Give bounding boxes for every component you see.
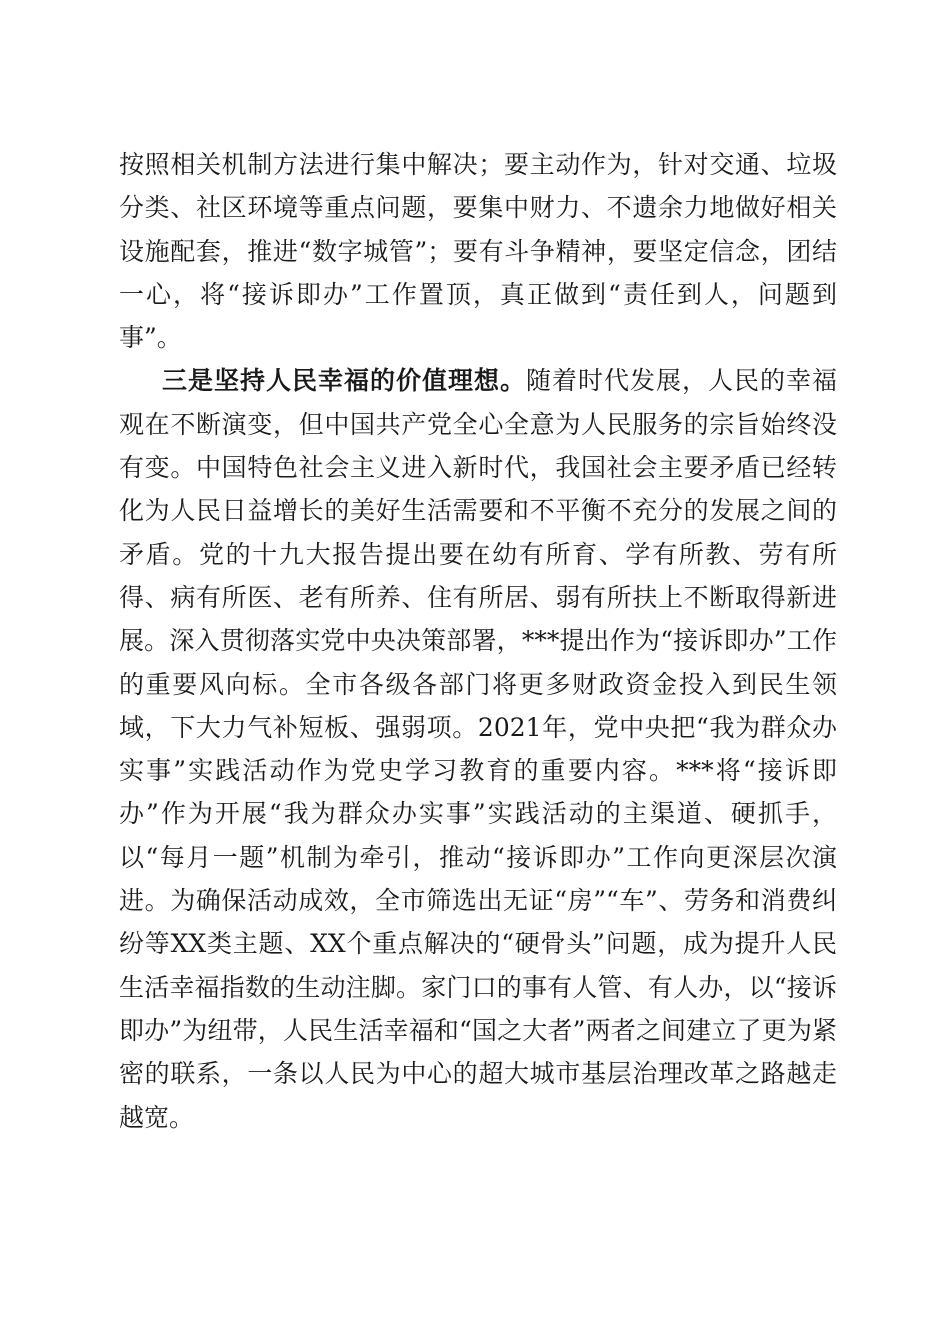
- paragraph-1-text: 按照相关机制方法进行集中解决；要主动作为，针对交通、垃圾分类、社区环境等重点问题，要集中财力、不遗余力地做好相关设施配套，推进“数字城管”；要有斗争精神，要坚定信念，团结一心，将“接诉即办”工作置顶，真正做到“责任到人，问题到事”。: [119, 150, 837, 353]
- paragraph-2: [119, 359, 837, 1138]
- paragraph-1: [119, 143, 837, 359]
- paragraph-2-text: 随着时代发展，人民的幸福观在不断演变，但中国共产党全心全意为人民服务的宗旨始终没有变。中国特色社会主义进入新时代，我国社会主要矛盾已经转化为人民日益增长的美好生活需要和不平衡不充分的发展之间的矛盾。党的十九大报告提出要在幼有所育、学有所教、劳有所得、病有所医、老有所养、住有所居、弱有所扶上不断取得新进展。深入贯彻落实党中央决策部署，***提出作为“接诉即办”工作的重要风向标。全市各级各部门将更多财政资金投入到民生领域，下大力气补短板、强弱项。2021年，党中央把“我为群众办实事”实践活动作为党史学习教育的重要内容。***将“接诉即办”作为开展“我为群众办实事”实践活动的主渠道、硬抓手，以“每月一题”机制为牵引，推动“接诉即办”工作向更深层次演进。为确保活动成效，全市筛选出无证“房”“车”、劳务和消费纠纷等XX类主题、XX个重点解决的“硬骨头”问题，成为提升人民生活幸福指数的生动注脚。家门口的事有人管、有人办，以“接诉即办”为纽带，人民生活幸福和“国之大者”两者之间建立了更为紧密的联系，一条以人民为中心的超大城市基层治理改革之路越走越宽。: [119, 366, 837, 1132]
- document-body: [119, 143, 837, 1139]
- paragraph-2-lead: 三是坚持人民幸福的价值理想。: [162, 366, 526, 396]
